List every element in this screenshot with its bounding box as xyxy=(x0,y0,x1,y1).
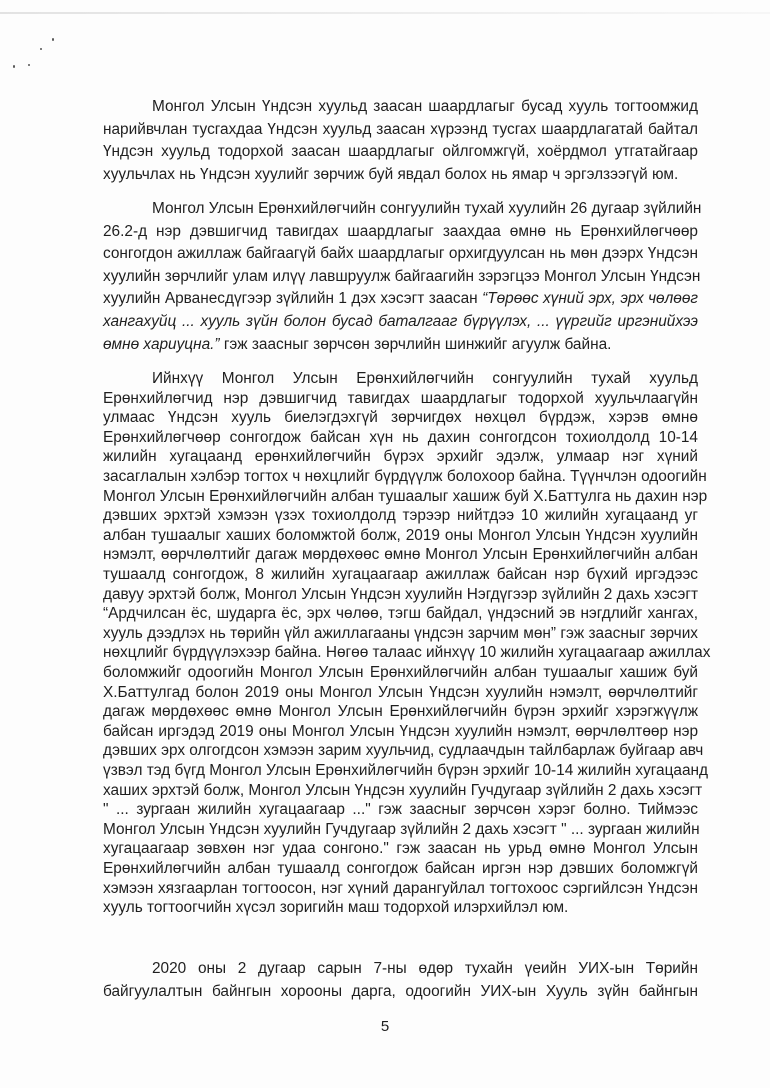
text-line: давуу эрхтэй болж, Монгол Улсын Үндсэн хуулийн Нэгдүгээр зүйлийн 2 дахь хэсэгт xyxy=(103,585,699,603)
text-line: байсан иргэдэд 2019 оны Монгол Улсын Үндсэн хуулийн нэмэлт, өөрчлөлтөөр нэр xyxy=(103,722,698,740)
text-segment: гэж заасныг зөрчсөн зөрчлийн шинжийг агуулж байна. xyxy=(219,335,612,353)
text-line: засаглалын хэлбэр тогтох ч нөхцлийг бүрдүүлж болохоор байна. Түүнчлэн одоогийн xyxy=(103,468,707,485)
text-line: 2020 оны 2 дугаар сарын 7-ны өдөр тухайн үеийн УИХ-ын Төрийн xyxy=(152,960,698,977)
text-line: хуульчлах нь Үндсэн хуулийг зөрчиж буй явдал болох нь ямар ч эргэлзээгүй юм. xyxy=(103,165,679,183)
text-line: хууль дээдлэх нь төрийн үйл ажиллагааны үндсэн зарчим мөн” гэж заасныг зөрчих xyxy=(103,624,698,642)
text-line: сонгогдон ажиллаж байгаагүй байх шаардлагыг орхигдуулсан нь мөн дээрх Үндсэн xyxy=(103,245,698,263)
scan-speck xyxy=(52,38,54,41)
text-line: нэмэлт, өөрчлөлтийг дагаж мөрдөхөөс өмнө Монгол Улсын Ерөнхийлөгчийн албан xyxy=(103,546,698,564)
text-line: хууль тогтоогчийн хүсэл зоригийн маш тодорхой илэрхийлэл юм. xyxy=(103,899,569,917)
text-line: хуулийн зөрчлийг улам илүү лавшруулж байгаагийн зэрэгцээ Монгол Улсын Үндсэн xyxy=(103,267,701,285)
text-line xyxy=(103,288,698,310)
text-line xyxy=(103,334,698,356)
text-line: боломжийг одоогийн Монгол Улсын Ерөнхийлөгчийн албан тушаалыг хашиж буй xyxy=(103,664,698,681)
text-line: хугацаагаар зөвхөн нэг удаа сонгоно." гэж заасан нь урьд өмнө Монгол Улсын xyxy=(103,840,698,858)
text-line: улмаас Үндсэн хууль биелэгдэхгүй зөрчигдөх нөхцөл бүрдэж, хэрэв өмнө xyxy=(103,409,698,427)
scan-speck xyxy=(40,48,42,50)
text-segment: хуулийн Арванесдүгээр зүйлийн 1 дэх хэсэгт заасан xyxy=(103,290,483,308)
text-line: Ийнхүү Монгол Улсын Ерөнхийлөгчийн сонгуулийн тухай хуульд xyxy=(152,370,698,387)
text-line: нөхцлийг бүрдүүлэхээр байна. Нөгөө талаас ийнхүү 10 жилийн хугацаагаар ажиллах xyxy=(103,644,711,662)
text-line: дэвших эрх олгогдсон хэмээн зарим хуульчид, судлаачдын тайлбарлаж буйгаар авч xyxy=(103,742,704,760)
text-line: нарийвчлан тусгахдаа Үндсэн хуульд заасан хүрээнд тусгах шаардлагатай байтал xyxy=(103,120,698,138)
text-line: 26.2-д нэр дэвшигчид тавигдах шаардлагыг заахдаа өмнө нь Ерөнхийлөгчөөр xyxy=(103,222,698,240)
quoted-text-italic: өмнө хариуцна.” xyxy=(103,335,220,353)
text-line: дагаж мөрдөхөөс өмнө Монгол Улсын Ерөнхийлөгчийн бүрэн эрхийг хэрэгжүүлж xyxy=(103,703,698,721)
scan-speck xyxy=(28,64,30,66)
text-line: Ерөнхийлөгчийн албан тушаалд сонгогдож байсан иргэн нэр дэвших боломжгүй xyxy=(103,860,698,877)
page-number: 5 xyxy=(380,1018,390,1035)
text-line: албан тушаалыг хаших боломжтой болж, 2019 оны Монгол Улсын Үндсэн хуулийн xyxy=(103,526,698,544)
text-line: Х.Баттулгад болон 2019 оны Монгол Улсын Үндсэн хуулийн нэмэлт, өөрчлөлтийг xyxy=(103,683,698,701)
text-line: хаших эрхтэй болж, Монгол Улсын Үндсэн хуулийн Гучдугаар зүйлийн 2 дахь хэсэгт xyxy=(103,781,703,799)
text-line: Монгол Улсын Ерөнхийлөгчийн сонгуулийн тухай хуулийн 26 дугаар зүйлийн xyxy=(152,200,702,217)
text-line: “Ардчилсан ёс, шударга ёс, эрх чөлөө, тэгш байдал, үндэсний эв нэгдлийг хангах, xyxy=(103,605,698,623)
text-line: тушаалд сонгогдож, 8 жилийн хугацаагаар ажиллаж байсан нэр бүхий иргэдээс xyxy=(103,566,698,583)
scan-speck xyxy=(13,65,15,68)
text-line: Ерөнхийлөгчид нэр дэвшигчид тавигдах шаардлагыг тодорхой хуульчлаагүйн xyxy=(103,389,698,407)
quoted-text-italic: “Төрөөс хүний эрх, эрх чөлөөг xyxy=(482,290,699,308)
quoted-text-italic: хангахуйц ... хууль зүйн болон бусад баталгааг бүрүүлэх, ... үүргийг иргэнийхээ xyxy=(103,313,698,330)
text-line: Монгол Улсын Үндсэн хуулийн Гучдугаар зүйлийн 2 дахь хэсэгт " ... зургаан жилийн xyxy=(103,820,700,838)
text-line: дэвших эрхтэй хэмээн үзэх тохиолдолд тэрээр нийтдээ 10 жилийн хугацаанд уг xyxy=(103,507,698,525)
text-line: " ... зургаан жилийн хугацаагаар ..." гэж заасныг зөрчсөн хэрэг болно. Тиймээс xyxy=(103,801,698,819)
text-line: байгуулалтын байнгын хорооны дарга, одоогийн УИХ-ын Хууль зүйн байнгын xyxy=(103,982,698,1000)
scan-edge-line xyxy=(0,12,770,14)
text-line: хэмээн хязгаарлан тогтоосон, нэг хүний дарангуйлал тогтохоос сэргийлсэн Үндсэн xyxy=(103,879,698,897)
text-line: Үндсэн хуульд тодорхой заасан шаардлагыг ойлгомжгүй, хоёрдмол утгатайгаар xyxy=(103,143,698,161)
text-line: үзвэл тэд бүгд Монгол Улсын Ерөнхийлөгчийн бүрэн эрхийг 10-14 жилийн хугацаанд xyxy=(103,762,709,779)
text-line: Монгол Улсын Үндсэн хуульд заасан шаардлагыг бусад хууль тогтоомжид xyxy=(152,98,698,115)
text-line: жилийн хугацаанд ерөнхийлөгчийн бүрэх эрхийг эдэлж, улмаар нэг хүний xyxy=(103,448,698,466)
text-line: Монгол Улсын Ерөнхийлөгчийн албан тушаалыг хашиж буй Х.Баттулга нь дахин нэр xyxy=(103,487,708,505)
text-line: Ерөнхийлөгчөөр сонгогдож байсан хүн нь дахин сонгогдсон тохиолдолд 10-14 xyxy=(103,428,698,446)
